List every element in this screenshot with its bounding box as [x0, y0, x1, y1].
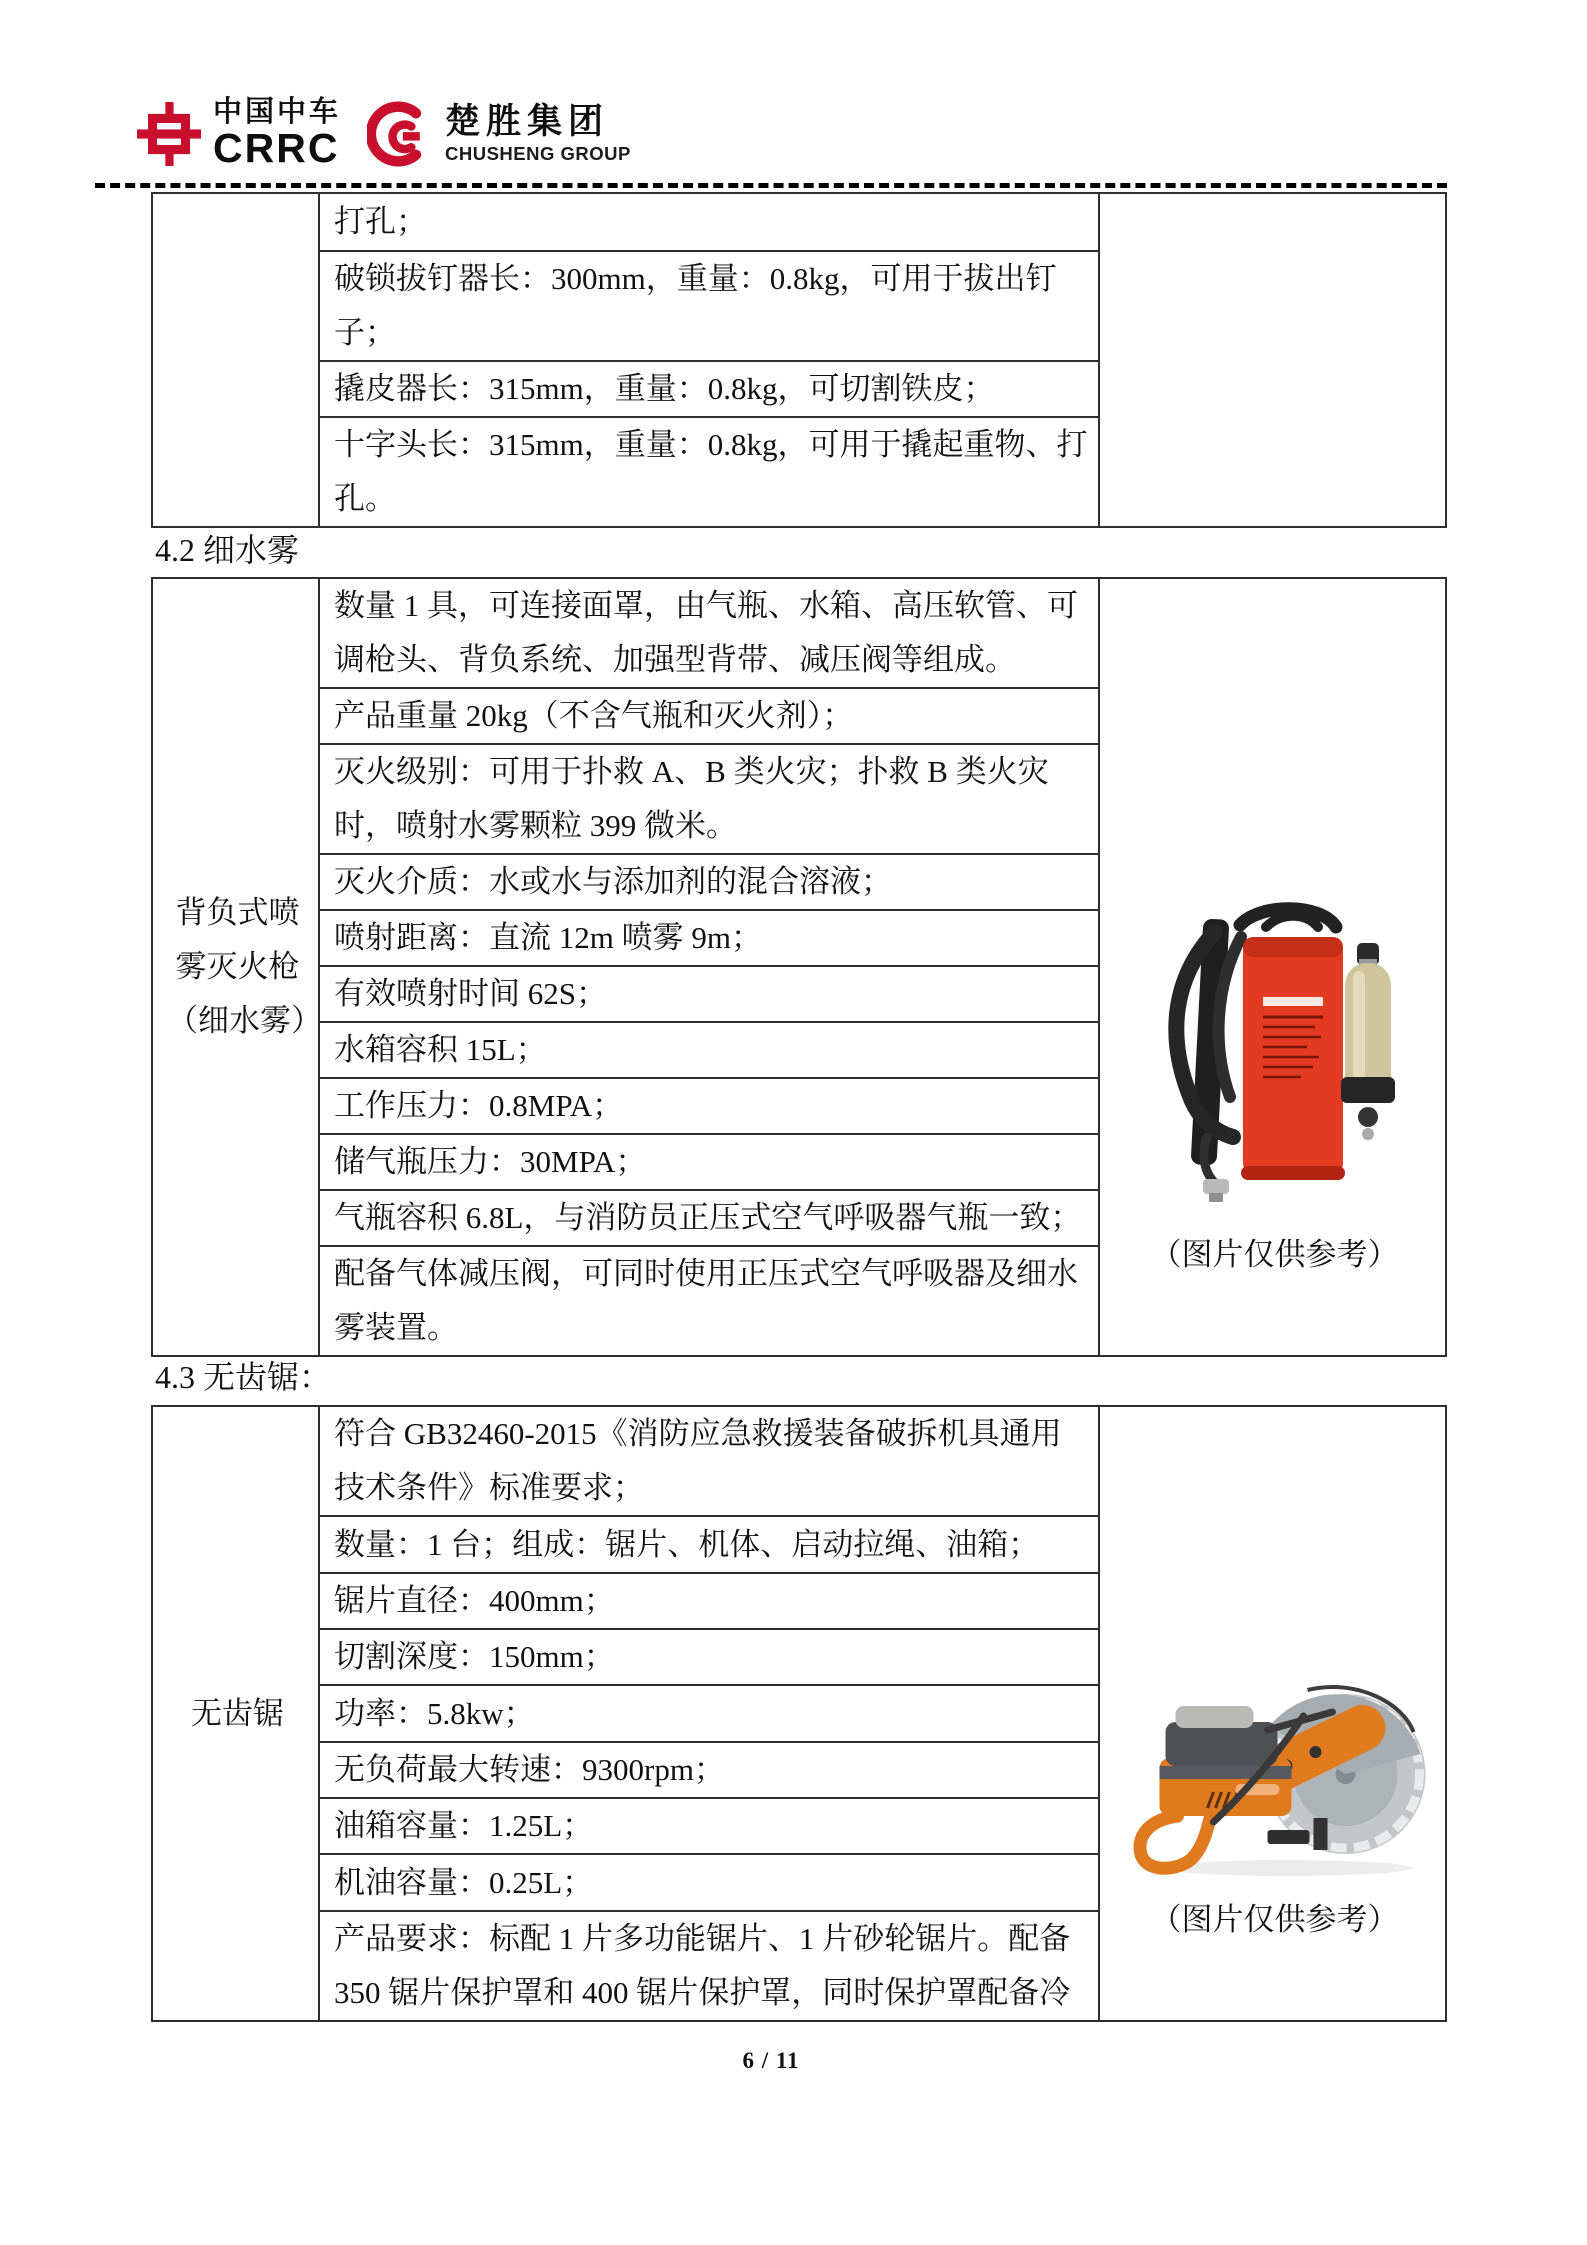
row-label-cell-empty	[152, 193, 319, 527]
image-cell-empty	[1099, 193, 1446, 527]
spec-cell: 数量 1 具，可连接面罩，由气瓶、水箱、高压软管、可调枪头、背负系统、加强型背带、减压阀等组成。	[319, 578, 1099, 688]
spec-cell: 有效喷射时间 62S；	[319, 966, 1099, 1022]
cutoff-saw-photo	[1114, 1670, 1435, 1882]
spec-cell: 产品重量 20kg（不含气瓶和灭火剂）；	[319, 688, 1099, 744]
chusheng-emblem-icon	[367, 101, 433, 167]
page-number: 6 / 11	[742, 2048, 800, 2073]
cutoff-saw-spec-table	[151, 1405, 1447, 2022]
spec-cell: 工作压力：0.8MPA；	[319, 1078, 1099, 1134]
spec-cell: 产品要求：标配 1 片多功能锯片、1 片砂轮锯片。配备 350 锯片保护罩和 400 锯片保护罩，同时保护罩配备冷	[319, 1911, 1099, 2021]
section-heading-4-2: 4.2 细水雾	[155, 532, 300, 568]
section-heading-4-3: 4.3 无齿锯：	[155, 1359, 332, 1395]
crrc-logo	[137, 98, 341, 169]
spec-cell: 锯片直径：400mm；	[319, 1573, 1099, 1629]
spec-cell: 配备气体减压阀，可同时使用正压式空气呼吸器及细水雾装置。	[319, 1246, 1099, 1356]
spec-cell: 灭火介质：水或水与添加剂的混合溶液；	[319, 854, 1099, 910]
chusheng-name-cn: 楚胜集团	[445, 101, 610, 141]
spec-cell: 灭火级别：可用于扑救 A、B 类火灾；扑救 B 类火灾时，喷射水雾颗粒 399 微米。	[319, 744, 1099, 854]
spec-cell: 破锁拔钉器长：300mm，重量：0.8kg，可用于拔出钉子；	[319, 251, 1099, 361]
hand-tools-spec-table	[151, 192, 1447, 528]
spec-cell: 喷射距离：直流 12m 喷雾 9m；	[319, 910, 1099, 966]
spec-cell: 无负荷最大转速：9300rpm；	[319, 1742, 1099, 1798]
chusheng-logo	[367, 101, 631, 167]
row-label-cutoff-saw: 无齿锯	[152, 1406, 319, 2021]
spec-cell: 气瓶容积 6.8L，与消防员正压式空气呼吸器气瓶一致；	[319, 1190, 1099, 1246]
spec-cell: 数量：1 台；组成：锯片、机体、启动拉绳、油箱；	[319, 1516, 1099, 1573]
image-cell-saw	[1099, 1406, 1446, 2021]
spec-cell: 机油容量：0.25L；	[319, 1854, 1099, 1911]
chusheng-name-en: CHUSHENG GROUP	[445, 142, 631, 164]
page-header	[137, 98, 631, 169]
spec-cell: 十字头长：315mm，重量：0.8kg，可用于撬起重物、打孔。	[319, 417, 1099, 527]
spec-cell: 切割深度：150mm；	[319, 1629, 1099, 1685]
crrc-name-en: CRRC	[213, 125, 340, 171]
backpack-extinguisher-illustration	[1144, 885, 1406, 1205]
image-caption: （图片仅供参考）	[1150, 1901, 1399, 1937]
spec-cell: 油箱容量：1.25L；	[319, 1798, 1099, 1854]
spec-cell: 储气瓶压力：30MPA；	[319, 1134, 1099, 1190]
image-caption: （图片仅供参考）	[1150, 1236, 1399, 1272]
cutoff-saw-illustration	[1116, 1670, 1434, 1882]
spec-cell: 水箱容积 15L；	[319, 1022, 1099, 1078]
water-mist-spec-table	[151, 577, 1447, 1357]
spec-cell: 符合 GB32460-2015《消防应急救援装备破拆机具通用技术条件》标准要求；	[319, 1406, 1099, 1516]
row-label-water-mist: 背负式喷雾灭火枪（细水雾）	[152, 578, 319, 1356]
backpack-extinguisher-photo	[1114, 885, 1435, 1205]
spec-cell: 功率：5.8kw；	[319, 1685, 1099, 1742]
image-cell-extinguisher	[1099, 578, 1446, 1356]
crrc-emblem-icon	[137, 102, 201, 166]
spec-cell: 撬皮器长：315mm，重量：0.8kg，可切割铁皮；	[319, 361, 1099, 417]
crrc-name-cn: 中国中车	[213, 96, 342, 128]
spec-cell: 打孔；	[319, 193, 1099, 251]
header-divider	[95, 183, 1447, 188]
